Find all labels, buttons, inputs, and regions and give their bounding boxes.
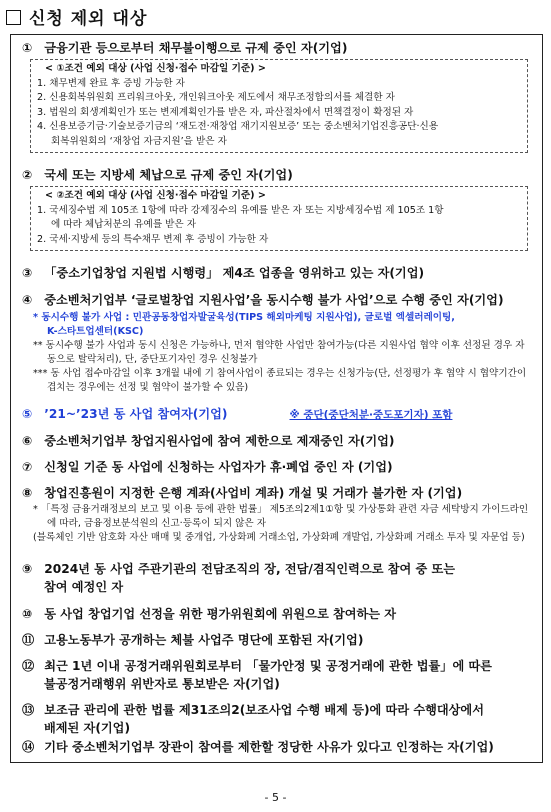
item-10: ⑩ 동 사업 창업기업 선정을 위한 평가위원회에 위원으로 참여하는 자 bbox=[22, 607, 397, 621]
item-4: ④ 중소벤처기업부 ‘글로벌창업 지원사업’을 동시수행 불가 사업’으로 수행 중인 자(기업) bbox=[22, 293, 504, 307]
item-4-notes: * 동시수행 불가 사업 : 민관공동창업자발굴육성(TIPS 해외마케팅 지원사업), 글로벌 엑셀러레이팅, K-스타트업센터(KSC) ** 동시수행 불가 사업과 동시 신청은 가능하나, 먼저 협약한 사업만 참여가능(다른 지원사업 협약 이후 선정된 경우 자동으로 탈락처리), 단, 중단포기자인 경우 신청불가 *** 동 사업 접수마감일 이후 3개월 내에 기 참여사업이 종료되는 경우는 신청가능(단, 선정평가 후 협약 시 협약기간이 겹치는 경우에는 선정 및 협약이 불가할 수 있음) bbox=[33, 312, 527, 393]
item-13: ⑬ 보조금 관리에 관한 법률 제31조의2(보조사업 수행 배제 등)에 따라 수행대상에서 배제된 자(기업) bbox=[22, 703, 484, 735]
section-title bbox=[6, 4, 147, 29]
item-9: ⑨ 2024년 동 사업 주관기관의 전담조직의 장, 전담/겸직인력으로 참여 중 또는 참여 예정인 자 bbox=[22, 562, 456, 594]
item-5: ⑤ ’21~’23년 동 사업 참여자(기업) ※ 중단(중단처분·중도포기자) 포함 bbox=[22, 407, 453, 421]
item-8: ⑧ 창업진흥원이 지정한 은행 계좌(사업비 계좌) 개설 및 거래가 불가한 자 (기업) bbox=[22, 486, 463, 500]
item-12: ⑫ 최근 1년 이내 공정거래위원회로부터 「물가안정 및 공정거래에 관한 법률」에 따른 불공정거래행위 위반자로 통보받은 자(기업) bbox=[22, 659, 493, 691]
item-7: ⑦ 신청일 기준 동 사업에 신청하는 사업자가 휴·폐업 중인 자 (기업) bbox=[22, 460, 393, 474]
item-3: ③ 「중소기업창업 지원법 시행령」 제4조 업종을 영위하고 있는 자(기업) bbox=[22, 266, 425, 280]
item-14: ⑭ 기타 중소벤처기업부 장관이 참여를 제한할 정당한 사유가 있다고 인정하는 자(기업) bbox=[22, 740, 494, 754]
item-2: ② 국세 또는 지방세 체납으로 규제 중인 자(기업) bbox=[22, 168, 293, 182]
checkbox-square-icon bbox=[6, 10, 21, 25]
item-6: ⑥ 중소벤처기업부 창업지원사업에 참여 제한으로 제재중인 자(기업) bbox=[22, 434, 395, 448]
page-number: - 5 - bbox=[264, 791, 287, 804]
content-frame bbox=[10, 34, 543, 763]
title-text: 신청 제외 대상 bbox=[29, 9, 148, 29]
exception-box-2: < ②조건 예외 대상 (사업 신청·접수 마감일 기준) > 1. 국세징수법 제 105조 1항에 따라 강제징수의 유예를 받은 자 또는 지방세징수법 제 105조 1항 에 따라 체납처분의 유예를 받은 자 2. 국세·지방세 등의 특수채무 변제 후 증빙이 가능한 자 bbox=[30, 186, 528, 251]
exception-box-1: < ①조건 예외 대상 (사업 신청·접수 마감일 기준) > 1. 채무변제 완료 후 증빙 가능한 자 2. 신용회복위원회 프리워크아웃, 개인워크아웃 제도에서 채무조정합의서를 체결한 자 3. 법원의 회생계획인가 또는 변제계획인가를 받은 자, 파산절차에서 면책결정이 확정된 자 4. 신용보증기금·기술보증기금의 ‘재도전·재창업 재기지원보증’ 또는 중소벤처기업진흥공단·신용 회복위원회의 ‘재창업 자금지원’을 받은 자 bbox=[30, 59, 528, 153]
item-1: ① 금융기관 등으로부터 채무불이행으로 규제 중인 자(기업) bbox=[22, 41, 348, 55]
item-11: ⑪ 고용노동부가 공개하는 체불 사업주 명단에 포함된 자(기업) bbox=[22, 633, 364, 647]
item-8-notes: * 「특정 금융거래정보의 보고 및 이용 등에 관한 법률」 제5조의2제1①항 및 가상통화 관련 자금 세탁방지 가이드라인에 따라, 금융정보분석원의 신고·등록이 되지 않은 자 (블록체인 기반 암호화 자산 매매 및 중개업, 가상화폐 거래소업, 가상화폐 개발업, 가상화폐 거래소 투자 및 자문업 등) bbox=[33, 504, 529, 543]
item-5-note: ※ 중단(중단처분·중도포기자) 포함 bbox=[289, 409, 453, 421]
